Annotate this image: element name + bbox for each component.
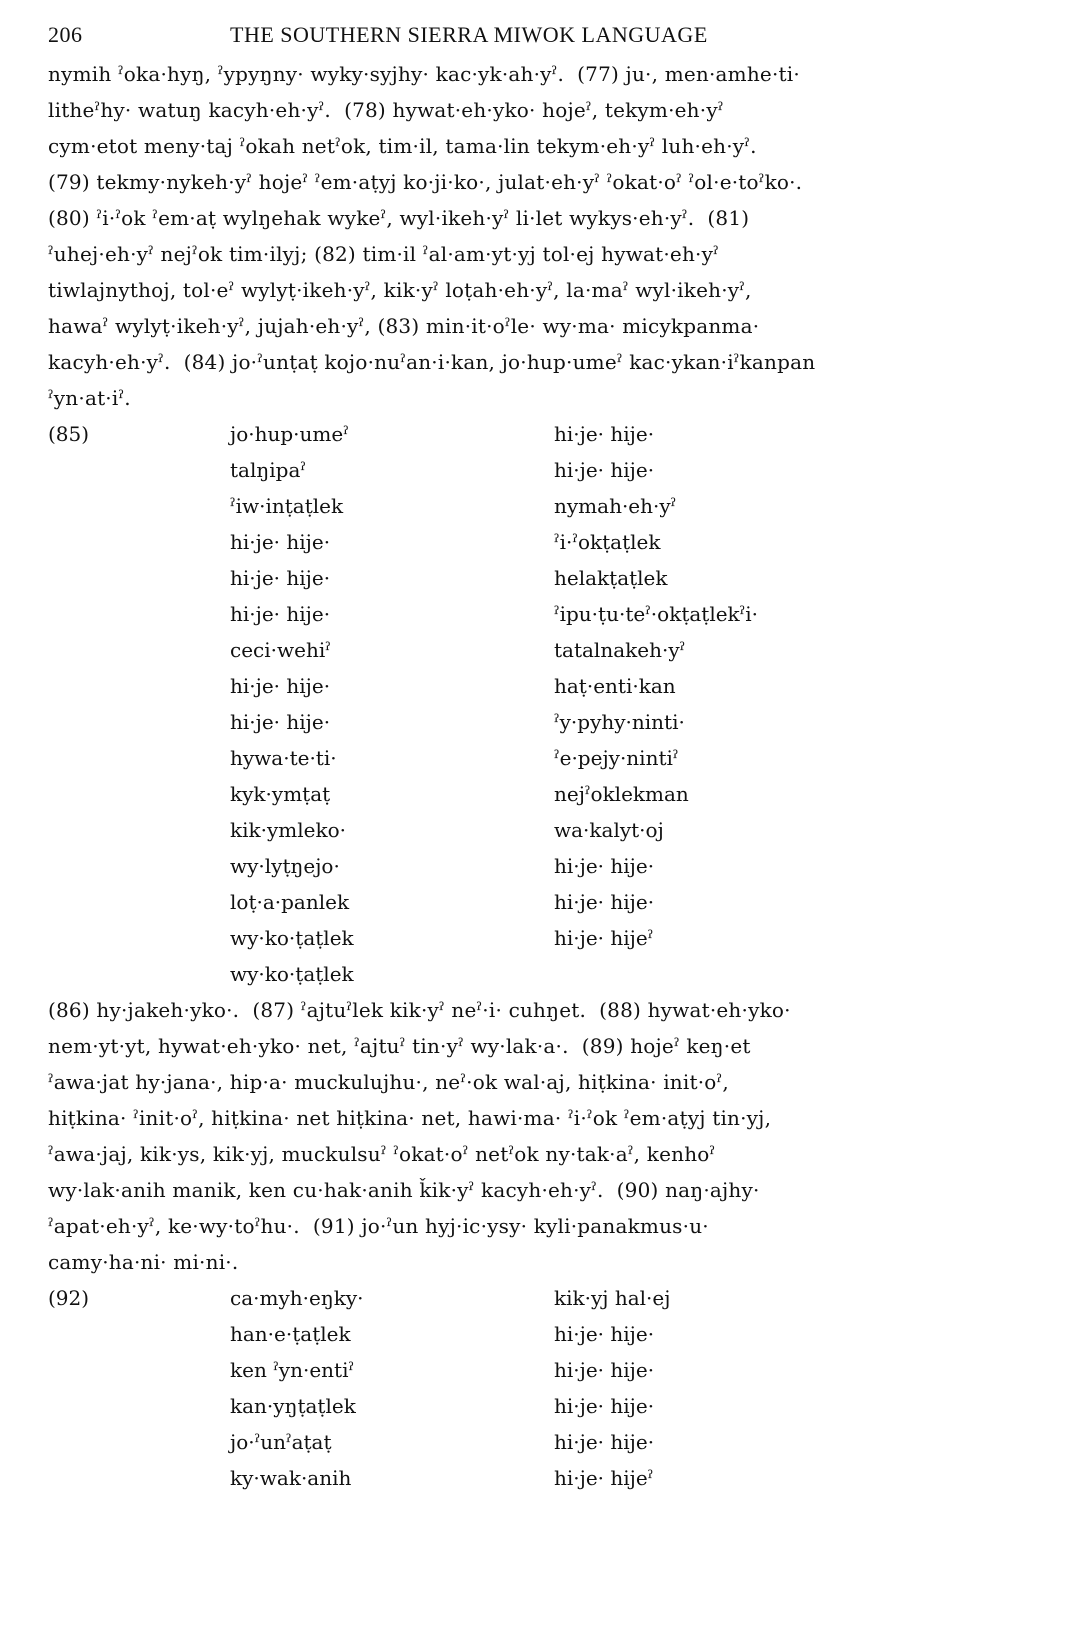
example-85 — [48, 416, 1038, 992]
verse-left: wy·lyṭŋejo· — [230, 854, 340, 878]
prose-block-1 — [48, 56, 1038, 416]
text-line: ˀapat·eh·yˀ, ke·wy·toˀhu·. (91) jo·ˀun hyj·ic·ysy· kyli·panakmus·u· — [48, 1214, 709, 1238]
text-line: wy·lak·anih manik, ken cu·hak·anih ǩik·yˀ kacyh·eh·yˀ. (90) naŋ·ajhy· — [48, 1178, 760, 1202]
page-header — [48, 20, 1038, 56]
verse-left: talŋipaˀ — [230, 458, 306, 482]
verse-left: wy·ko·ṭaṭlek — [230, 962, 354, 986]
prose-block-2 — [48, 992, 1038, 1280]
verse-left: hi·je· hije· — [230, 566, 331, 590]
verse-left: ˀiw·inṭaṭlek — [230, 494, 344, 518]
verse-left: ky·wak·anih — [230, 1466, 352, 1490]
verse-row — [48, 632, 1038, 668]
text-line: nymih ˀoka·hyŋ, ˀypyŋny· wyky·syjhy· kac·yk·ah·yˀ. (77) ju·, men·amhe·ti· — [48, 62, 800, 86]
verse-row — [48, 1424, 1038, 1460]
verse-left: hi·je· hije· — [230, 710, 331, 734]
verse-row — [48, 560, 1038, 596]
verse-right: ˀy·pyhy·ninti· — [554, 710, 685, 734]
verse-right: hi·je· hije· — [554, 1322, 655, 1346]
verse-left: kyk·ymṭaṭ — [230, 782, 331, 806]
text-line: camy·ha·ni· mi·ni·. — [48, 1250, 239, 1274]
verse-right: ˀe·pejy·nintiˀ — [554, 746, 679, 770]
verse-row — [48, 776, 1038, 812]
verse-row — [48, 704, 1038, 740]
verse-right: hi·je· hije· — [554, 854, 655, 878]
verse-right: nejˀoklekman — [554, 782, 689, 806]
text-line: kacyh·eh·yˀ. (84) jo·ˀunṭaṭ kojo·nuˀan·i·kan, jo·hup·umeˀ kac·ykan·iˀkanpan — [48, 350, 816, 374]
verse-right: ˀi·ˀokṭaṭlek — [554, 530, 661, 554]
text-line: tiwlajnythoj, tol·eˀ wylyṭ·ikeh·yˀ, kik·yˀ loṭah·eh·yˀ, la·maˀ wyl·ikeh·yˀ, — [48, 278, 752, 302]
verse-left: hi·je· hije· — [230, 674, 331, 698]
text-line: litheˀhy· watuŋ kacyh·eh·yˀ. (78) hywat·eh·yko· hojeˀ, tekym·eh·yˀ — [48, 98, 724, 122]
verse-left: ceci·wehiˀ — [230, 638, 331, 662]
verse-right: ˀipu·ṭu·teˀ·okṭaṭlekˀi· — [554, 602, 759, 626]
verse-row — [48, 956, 1038, 992]
text-line: (80) ˀi·ˀok ˀem·aṭ wylŋehak wykeˀ, wyl·ikeh·yˀ li·let wykys·eh·yˀ. (81) — [48, 206, 750, 230]
verse-left: ca·myh·eŋky· — [230, 1286, 364, 1310]
verse-left: han·e·ṭaṭlek — [230, 1322, 351, 1346]
text-line: cym·etot meny·taj ˀokah netˀok, tim·il, tama·lin tekym·eh·yˀ luh·eh·yˀ. — [48, 134, 757, 158]
verse-row — [48, 1280, 1038, 1316]
verse-left: wy·ko·ṭaṭlek — [230, 926, 354, 950]
verse-left: kan·yŋṭaṭlek — [230, 1394, 356, 1418]
verse-row — [48, 1352, 1038, 1388]
verse-row — [48, 884, 1038, 920]
verse-right: hi·je· hije· — [554, 1394, 655, 1418]
verse-right: nymah·eh·yˀ — [554, 494, 677, 518]
verse-left: hywa·te·ti· — [230, 746, 337, 770]
verse-left: kik·ymleko· — [230, 818, 347, 842]
verse-row — [48, 1316, 1038, 1352]
text-line: ˀuhej·eh·yˀ nejˀok tim·ilyj; (82) tim·il ˀal·am·yt·yj tol·ej hywat·eh·yˀ — [48, 242, 719, 266]
text-line: ˀawa·jaj, kik·ys, kik·yj, muckulsuˀ ˀokat·oˀ netˀok ny·tak·aˀ, kenhoˀ — [48, 1142, 716, 1166]
verse-row — [48, 452, 1038, 488]
verse-row — [48, 1460, 1038, 1496]
verse-row — [48, 488, 1038, 524]
verse-right: hi·je· hije· — [554, 890, 655, 914]
verse-right: hi·je· hijeˀ — [554, 926, 654, 950]
text-line: nem·yt·yt, hywat·eh·yko· net, ˀajtuˀ tin·yˀ wy·lak·a·. (89) hojeˀ keŋ·et — [48, 1034, 751, 1058]
verse-row — [48, 416, 1038, 452]
verse-row — [48, 920, 1038, 956]
verse-row — [48, 596, 1038, 632]
verse-row — [48, 524, 1038, 560]
verse-left: hi·je· hije· — [230, 530, 331, 554]
verse-right: kik·yj hal·ej — [554, 1286, 671, 1310]
verse-right: haṭ·enti·kan — [554, 674, 676, 698]
verse-right: helakṭaṭlek — [554, 566, 668, 590]
text-line: hawaˀ wylyṭ·ikeh·yˀ, jujah·eh·yˀ, (83) min·it·oˀle· wy·ma· micykpanma· — [48, 314, 760, 338]
page-number: 206 — [48, 22, 83, 47]
text-line: hiṭkina· ˀinit·oˀ, hiṭkina· net hiṭkina· net, hawi·ma· ˀi·ˀok ˀem·aṭyj tin·yj, — [48, 1106, 772, 1130]
verse-left: ken ˀyn·entiˀ — [230, 1358, 355, 1382]
verse-left: jo·hup·umeˀ — [230, 422, 349, 446]
text-line: ˀyn·at·iˀ. — [48, 386, 131, 410]
verse-left: hi·je· hije· — [230, 602, 331, 626]
verse-right: hi·je· hije· — [554, 1358, 655, 1382]
verse-row — [48, 668, 1038, 704]
example-number: (85) — [48, 422, 90, 446]
running-title: THE SOUTHERN SIERRA MIWOK LANGUAGE — [230, 22, 708, 47]
verse-row — [48, 848, 1038, 884]
verse-row — [48, 740, 1038, 776]
verse-right: hi·je· hije· — [554, 458, 655, 482]
verse-left: loṭ·a·panlek — [230, 890, 350, 914]
text-line: (79) tekmy·nykeh·yˀ hojeˀ ˀem·aṭyj ko·ji·ko·, julat·eh·yˀ ˀokat·oˀ ˀol·e·toˀko·. — [48, 170, 803, 194]
verse-right: tatalnakeh·yˀ — [554, 638, 686, 662]
text-line: (86) hy·jakeh·yko·. (87) ˀajtuˀlek kik·yˀ neˀ·i· cuhŋet. (88) hywat·eh·yko· — [48, 998, 791, 1022]
verse-right: hi·je· hijeˀ — [554, 1466, 654, 1490]
text-line: ˀawa·jat hy·jana·, hip·a· muckulujhu·, neˀ·ok wal·aj, hiṭkina· init·oˀ, — [48, 1070, 729, 1094]
example-92 — [48, 1280, 1038, 1496]
verse-right: hi·je· hije· — [554, 422, 655, 446]
verse-row — [48, 1388, 1038, 1424]
example-number: (92) — [48, 1286, 90, 1310]
book-page — [48, 20, 1038, 1496]
verse-left: jo·ˀunˀaṭaṭ — [230, 1430, 332, 1454]
verse-right: hi·je· hije· — [554, 1430, 655, 1454]
verse-row — [48, 812, 1038, 848]
verse-right: wa·kalyt·oj — [554, 818, 664, 842]
